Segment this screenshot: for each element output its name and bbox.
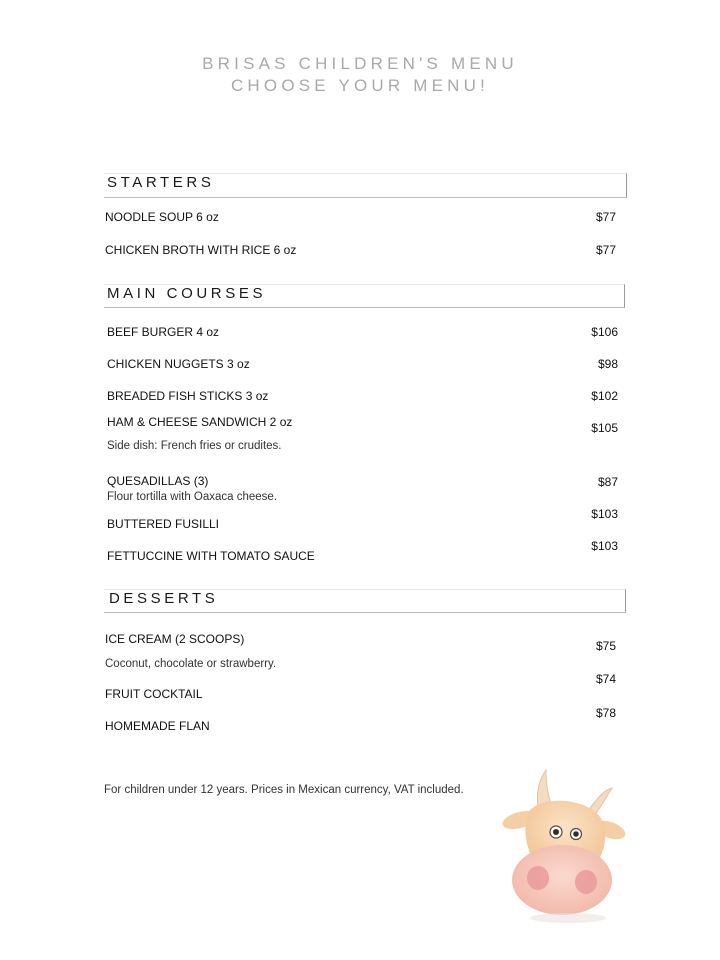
menu-item-price: $98 [597, 357, 618, 371]
section-title-starters: STARTERS [107, 174, 215, 191]
menu-item-name: BUTTERED FUSILLI [107, 517, 220, 531]
menu-item-description: Coconut, chocolate or strawberry. [105, 658, 277, 670]
menu-item-name: NOODLE SOUP 6 oz [105, 210, 219, 224]
menu-item-price: $75 [595, 639, 616, 653]
menu-item-price: $105 [591, 421, 618, 435]
side-dish-note: Side dish: French fries or crudites. [107, 440, 282, 452]
menu-item-price: $78 [595, 706, 616, 720]
menu-item-price: $77 [595, 210, 616, 224]
menu-item-name: BREADED FISH STICKS 3 oz [107, 389, 269, 403]
menu-item-name: CHICKEN BROTH WITH RICE 6 oz [105, 243, 297, 257]
menu-subtitle: CHOOSE YOUR MENU! [230, 76, 490, 95]
menu-item-name: BEEF BURGER 4 oz [107, 325, 220, 339]
section-header-desserts [104, 589, 626, 613]
cow-mascot-icon [490, 760, 640, 930]
menu-item-name: FRUIT COCKTAIL [105, 687, 203, 701]
menu-item-price: $74 [595, 672, 616, 686]
section-title-main-courses: MAIN COURSES [107, 285, 267, 302]
menu-item-name: ICE CREAM (2 SCOOPS) [105, 632, 245, 646]
section-title-desserts: DESSERTS [109, 590, 219, 607]
menu-item-price: $103 [591, 539, 618, 553]
section-header-main-courses [104, 284, 625, 308]
menu-item-description: Flour tortilla with Oaxaca cheese. [107, 491, 278, 503]
menu-item-price: $102 [591, 389, 618, 403]
menu-item-price: $87 [597, 475, 618, 489]
menu-item-price: $106 [591, 325, 618, 339]
menu-item-name: FETTUCCINE WITH TOMATO SAUCE [107, 549, 315, 563]
menu-item-name: CHICKEN NUGGETS 3 oz [107, 357, 250, 371]
menu-item-name: HAM & CHEESE SANDWICH 2 oz [107, 415, 293, 429]
section-header-starters [104, 173, 627, 198]
footer-note: For children under 12 years. Prices in Mexican currency, VAT included. [104, 784, 464, 796]
menu-item-name: HOMEMADE FLAN [105, 719, 210, 733]
menu-title: BRISAS CHILDREN'S MENU [202, 54, 518, 73]
menu-item-name: QUESADILLAS (3) [107, 474, 209, 488]
menu-item-price: $103 [591, 507, 618, 521]
menu-item-price: $77 [595, 243, 616, 257]
